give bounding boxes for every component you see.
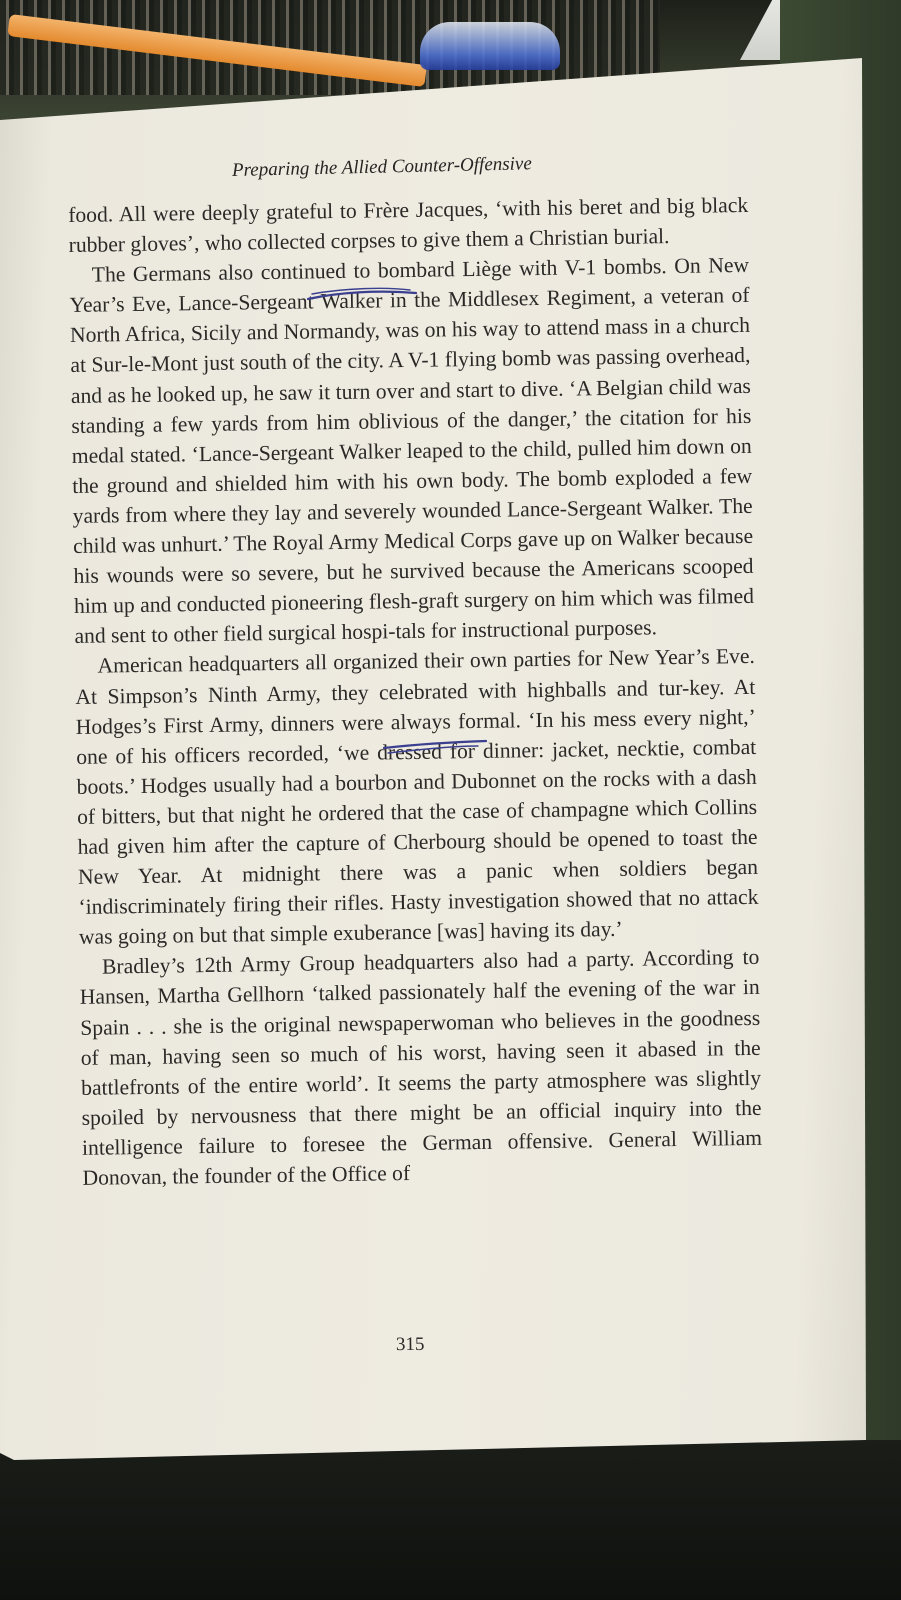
desk-surface (0, 1440, 901, 1600)
paragraph: American headquarters all organized their own parties for New Year’s Eve. At Simpson’s Ninth Army, they celebrated with highballs and tur-key. At Hodges’s First Army, dinners were always formal. ‘In his mess every night,’ one of his officers recorded, ‘we dressed for dinner: jacket, necktie, combat boots.’ Hodges usually had a bourbon and Dubonnet on the rocks with a dash of bitters, but that night he ordered that the case of champagne which Collins had given him after the capture of Cherbourg should be opened to toast the New Year. At midnight there was a panic when soldiers began ‘indiscriminately firing their rifles. Hasty investigation showed that no attack was going on but that simple exuberance [was] having its day.’ (75, 644, 759, 950)
body-text (68, 190, 763, 1193)
paragraph: The Germans also continued to bombard Liège with V-1 bombs. On New Year’s Eve, Lance-Sergeant Walker in the Middlesex Regiment, a veteran of North Africa, Sicily and Normandy, was on his way to attend mass in a church at Sur-le-Mont just south of the city. A V-1 flying bomb was passing overhead, and as he looked up, he saw it turn over and start to dive. ‘A Belgian child was standing a few yards from him oblivious of the danger,’ the citation for his medal stated. ‘Lance-Sergeant Walker leaped to the child, pulled him down on the ground and shielded him with his own body. The bomb exploded a few yards from where they lay and severely wounded Lance-Sergeant Walker. The child was unhurt.’ The Royal Army Medical Corps gave up on Walker because his wounds were so severe, but he survived because the Americans scooped him up and conducted pioneering flesh-graft surgery on him which was filmed and sent to other field surgical hospi-tals for instructional purposes. (69, 253, 755, 649)
paragraph: food. All were deeply grateful to Frère Jacques, ‘with his beret and big black rubber gloves’, who collected corpses to give them a Christian burial. (68, 192, 749, 258)
running-head: Preparing the Allied Counter-Offensive (231, 153, 533, 181)
blue-object (420, 22, 560, 70)
paragraph: Bradley’s 12th Army Group headquarters also had a party. According to Hansen, Martha Gellhorn ‘talked passionately half the evening of the war in Spain . . . she is the original newspaperwoman who believes in the goodness of man, having seen so much of his worst, having seen it abased in the battlefronts of the entire world’. It seems the party atmosphere was slightly spoiled by nervousness that there might be an official inquiry into the intelligence failure to foresee the German offensive. General William Donovan, the founder of the Office of (79, 945, 763, 1190)
page-number: 315 (395, 1333, 425, 1356)
